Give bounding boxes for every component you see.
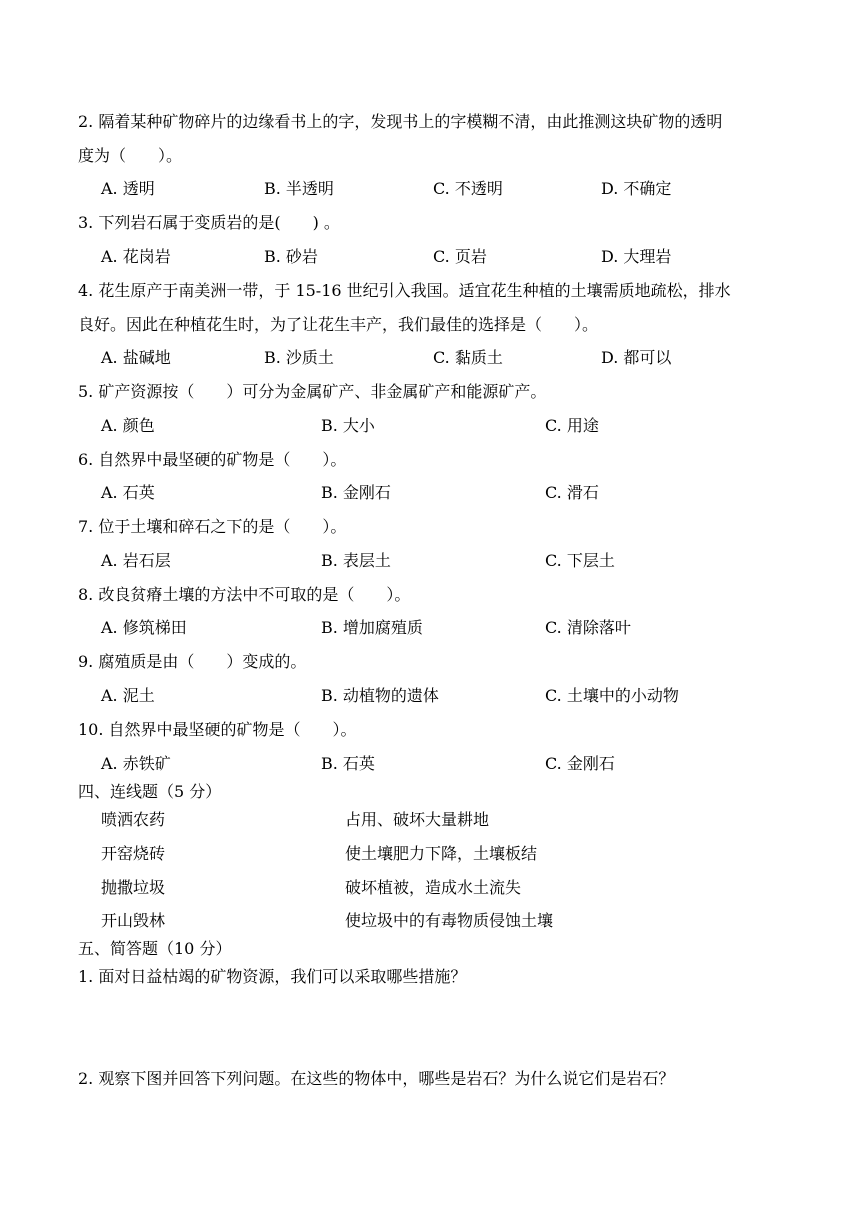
q9-option-a: A. 泥土 bbox=[101, 686, 155, 705]
q7-option-c: C. 下层土 bbox=[545, 551, 615, 570]
q2-option-d: D. 不确定 bbox=[601, 179, 672, 198]
section5-title: 五、简答题（10 分） bbox=[78, 939, 232, 958]
match-left-item: 开窑烧砖 bbox=[101, 844, 166, 863]
q6-option-b: B. 金刚石 bbox=[321, 483, 391, 502]
q5-option-a: A. 颜色 bbox=[101, 416, 155, 435]
match-left-item: 喷洒农药 bbox=[101, 810, 166, 829]
q5-stem: 5. 矿产资源按（ ）可分为金属矿产、非金属矿产和能源矿产。 bbox=[78, 382, 547, 401]
q8-option-a: A. 修筑梯田 bbox=[101, 618, 187, 637]
section4-title: 四、连线题（5 分） bbox=[78, 782, 222, 801]
q2-option-a: A. 透明 bbox=[101, 179, 155, 198]
q3-option-b: B. 砂岩 bbox=[264, 247, 318, 266]
q4-option-b: B. 沙质土 bbox=[264, 348, 334, 367]
match-right-item: 破坏植被，造成水土流失 bbox=[345, 878, 522, 897]
q4-option-a: A. 盐碱地 bbox=[101, 348, 171, 367]
q3-option-a: A. 花岗岩 bbox=[101, 247, 171, 266]
match-right-item: 使土壤肥力下降，土壤板结 bbox=[345, 844, 538, 863]
q5-option-c: C. 用途 bbox=[545, 416, 599, 435]
section5-question-2: 2. 观察下图并回答下列问题。在这些的物体中，哪些是岩石？为什么说它们是岩石？ bbox=[78, 1069, 675, 1088]
q10-option-a: A. 赤铁矿 bbox=[101, 754, 171, 773]
q7-option-b: B. 表层土 bbox=[321, 551, 391, 570]
match-left-item: 抛撒垃圾 bbox=[101, 878, 166, 897]
q6-stem: 6. 自然界中最坚硬的矿物是（ ）。 bbox=[78, 450, 347, 469]
q10-stem: 10. 自然界中最坚硬的矿物是（ ）。 bbox=[78, 720, 357, 739]
q6-option-a: A. 石英 bbox=[101, 483, 155, 502]
q8-stem: 8. 改良贫瘠土壤的方法中不可取的是（ ）。 bbox=[78, 585, 411, 604]
q5-option-b: B. 大小 bbox=[321, 416, 375, 435]
match-right-item: 占用、破坏大量耕地 bbox=[345, 810, 490, 829]
section5-question-1: 1. 面对日益枯竭的矿物资源，我们可以采取哪些措施？ bbox=[78, 967, 467, 986]
q3-stem: 3. 下列岩石属于变质岩的是( ) 。 bbox=[78, 213, 340, 232]
q8-option-c: C. 清除落叶 bbox=[545, 618, 631, 637]
match-left-item: 开山毁林 bbox=[101, 911, 166, 930]
q9-option-c: C. 土壤中的小动物 bbox=[545, 686, 679, 705]
q9-option-b: B. 动植物的遗体 bbox=[321, 686, 439, 705]
q10-option-c: C. 金刚石 bbox=[545, 754, 615, 773]
q4-stem-line1: 4. 花生原产于南美洲一带，于 15-16 世纪引入我国。适宜花生种植的土壤需质地疏松，排水 bbox=[78, 281, 731, 300]
q2-option-b: B. 半透明 bbox=[264, 179, 334, 198]
q4-stem-line2: 良好。因此在种植花生时，为了让花生丰产，我们最佳的选择是（ ）。 bbox=[78, 315, 599, 334]
q7-option-a: A. 岩石层 bbox=[101, 551, 171, 570]
q7-stem: 7. 位于土壤和碎石之下的是（ ）。 bbox=[78, 517, 347, 536]
q4-option-c: C. 黏质土 bbox=[433, 348, 503, 367]
q4-option-d: D. 都可以 bbox=[601, 348, 672, 367]
q8-option-b: B. 增加腐殖质 bbox=[321, 618, 423, 637]
q2-option-c: C. 不透明 bbox=[433, 179, 503, 198]
q2-stem-line2: 度为（ ）。 bbox=[78, 146, 183, 165]
q10-option-b: B. 石英 bbox=[321, 754, 375, 773]
q9-stem: 9. 腐殖质是由（ ）变成的。 bbox=[78, 652, 307, 671]
match-right-item: 使垃圾中的有毒物质侵蚀土壤 bbox=[345, 911, 554, 930]
q2-stem-line1: 2. 隔着某种矿物碎片的边缘看书上的字，发现书上的字模糊不清，由此推测这块矿物的透明 bbox=[78, 112, 723, 131]
q3-option-d: D. 大理岩 bbox=[601, 247, 672, 266]
q6-option-c: C. 滑石 bbox=[545, 483, 599, 502]
q3-option-c: C. 页岩 bbox=[433, 247, 487, 266]
